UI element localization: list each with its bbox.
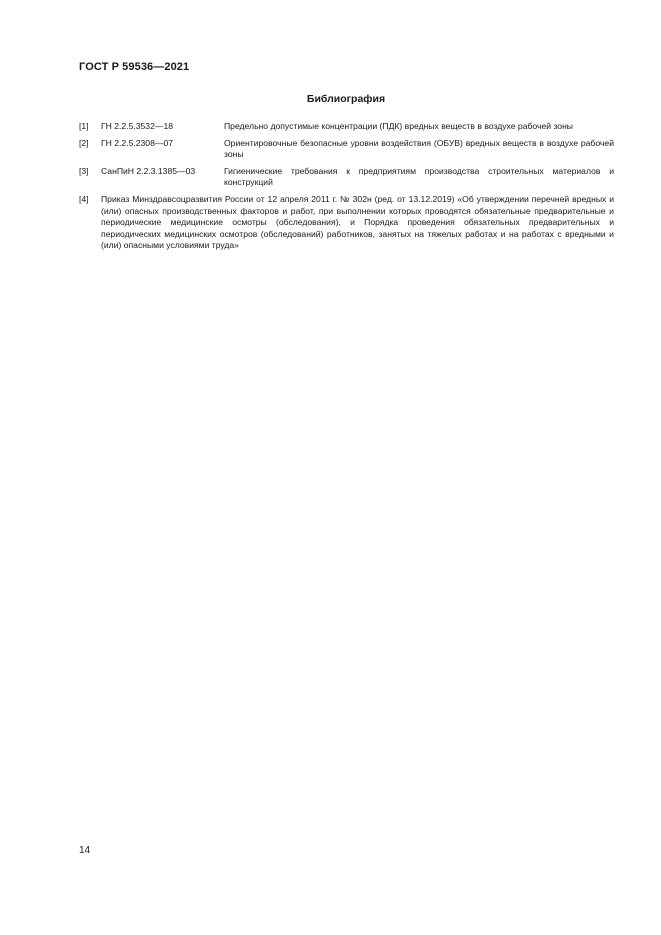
entry-title: Ориентировочные безопасные уровни воздействия (ОБУВ) вредных веществ в воздухе рабочей зоны — [224, 137, 614, 160]
entry-code: ГН 2.2.5.3532—18 — [101, 121, 174, 131]
entry-title: Предельно допустимые концентрации (ПДК) вредных веществ в воздухе рабочей зоны — [224, 121, 573, 131]
bibliography-entry — [79, 121, 614, 133]
entry-code: ГН 2.2.5.2308—07 — [101, 137, 174, 148]
entry-number: [1] — [79, 121, 89, 131]
bibliography-entry — [79, 138, 614, 161]
bibliography-entry — [79, 194, 614, 252]
page-number: 14 — [79, 845, 91, 856]
entry-title: Приказ Минздравсоцразвития России от 12 апреля 2011 г. № 302н (ред. от 13.12.2019) «Об утверждении перечней вредных и (или) опасных производственных факторов и работ, при выполнении которых проводятся обязательные предварительные и периодические медицинские осмотры (обследования), и Порядка проведения обязательных предварительных и периодических медицинских осмотров (обследований) работников, занятых на тяжелых работах и на работах с вредными и (или) опасными условиями труда» — [101, 193, 614, 251]
bibliography-list — [79, 121, 614, 257]
bibliography-entry — [79, 166, 614, 189]
entry-number: [3] — [79, 165, 89, 176]
entry-number: [4] — [79, 193, 89, 204]
bibliography-title: Библиография — [306, 93, 386, 105]
entry-code: СанПиН 2.2.3.1385—03 — [101, 165, 196, 176]
entry-number: [2] — [79, 137, 89, 148]
entry-title: Гигиенические требования к предприятиям производства строительных материалов и конструкций — [224, 165, 614, 188]
standard-id-header: ГОСТ Р 59536—2021 — [79, 61, 190, 73]
